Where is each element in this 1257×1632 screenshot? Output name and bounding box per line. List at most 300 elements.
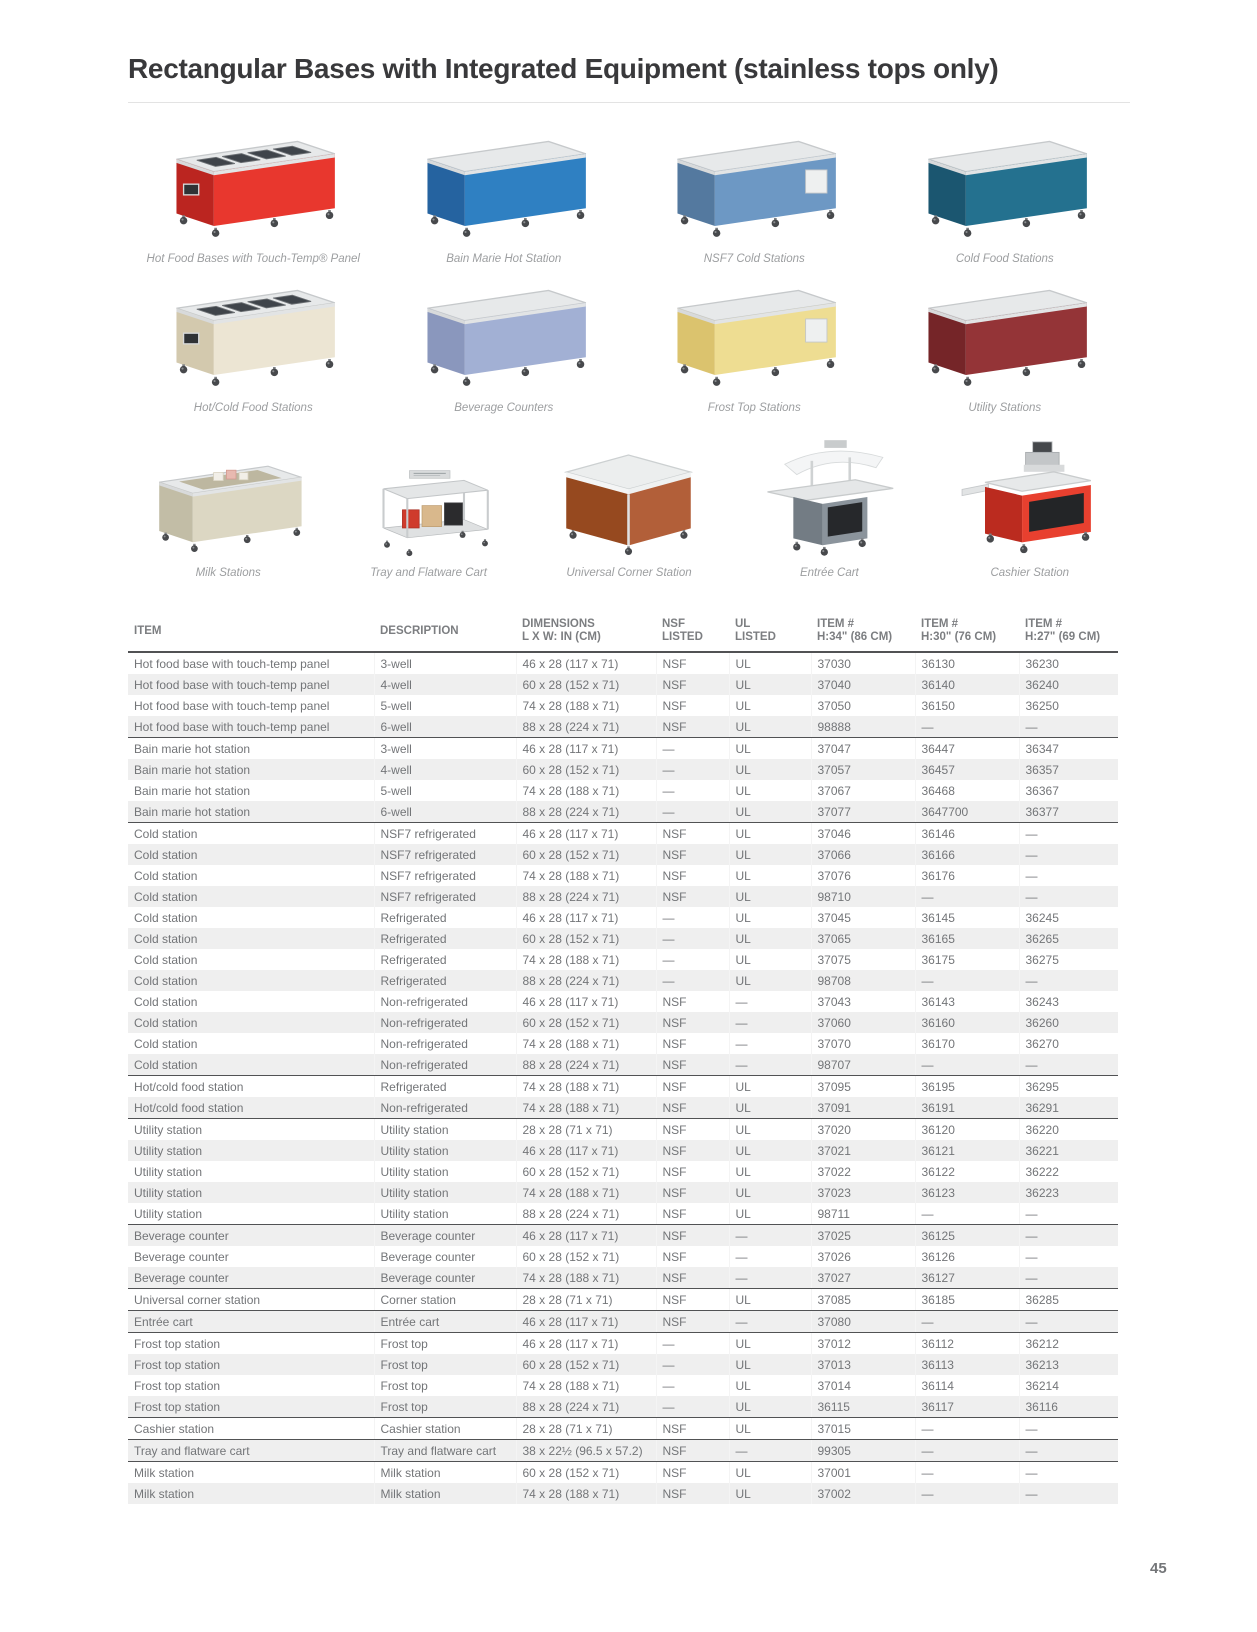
table-cell: NSF [656, 844, 729, 865]
column-header-line2: LISTED [735, 631, 776, 643]
table-cell: 37012 [811, 1333, 915, 1355]
table-row [128, 1440, 1118, 1462]
product-card [328, 431, 528, 580]
table-cell: 46 x 28 (117 x 71) [516, 1225, 656, 1247]
table-cell: — [656, 738, 729, 760]
table-cell: 37057 [811, 759, 915, 780]
table-cell: 60 x 28 (152 x 71) [516, 1354, 656, 1375]
table-cell: 37002 [811, 1483, 915, 1504]
table-cell: 36367 [1025, 783, 1059, 798]
product-caption: Hot/Cold Food Stations [193, 402, 313, 414]
table-cell: 36295 [1025, 1079, 1059, 1094]
table-cell: — [1025, 1249, 1038, 1264]
catalog-page [128, 0, 1130, 1504]
table-cell: 88 x 28 (224 x 71) [516, 970, 656, 991]
table-cell: 36243 [1025, 994, 1059, 1009]
table-cell: Non-refrigerated [374, 1033, 516, 1054]
table-cell: 98708 [811, 970, 915, 991]
table-cell: Corner station [374, 1289, 516, 1311]
table-cell: 88 x 28 (224 x 71) [516, 886, 656, 907]
table-cell: Frost top [374, 1396, 516, 1418]
product-caption: Frost Top Stations [707, 402, 801, 414]
table-cell: 88 x 28 (224 x 71) [516, 1054, 656, 1076]
table-row [128, 738, 1118, 760]
table-cell: NSF [656, 1267, 729, 1289]
table-cell: UL [729, 844, 811, 865]
table-cell: 4-well [374, 759, 516, 780]
page-number: 45 [1150, 1560, 1167, 1577]
table-cell: Beverage counter [374, 1225, 516, 1247]
table-cell: 36212 [1025, 1336, 1059, 1351]
table-cell: NSF [656, 1246, 729, 1267]
product-illustration-box [415, 280, 593, 392]
table-cell: — [915, 970, 1019, 991]
table-cell: 36250 [1025, 698, 1059, 713]
table-cell: Cold station [128, 1012, 374, 1033]
table-cell: 36291 [1019, 1097, 1118, 1119]
table-cell: 46 x 28 (117 x 71) [516, 1311, 656, 1333]
table-cell: — [729, 1225, 811, 1247]
table-cell: UL [729, 823, 811, 845]
product-caption: Milk Stations [195, 567, 261, 579]
product-caption: Universal Corner Station [566, 567, 692, 579]
table-cell: NSF [656, 1097, 729, 1119]
table-cell: 37066 [811, 844, 915, 865]
table-cell: — [729, 1033, 811, 1054]
table-cell: NSF [656, 1289, 729, 1311]
table-cell: UL [729, 1203, 811, 1225]
table-cell: — [1025, 973, 1038, 988]
table-cell: Non-refrigerated [374, 1012, 516, 1033]
column-header [729, 614, 811, 652]
table-cell: 36265 [1025, 931, 1059, 946]
table-cell: 74 x 28 (188 x 71) [516, 1033, 656, 1054]
table-row [128, 844, 1118, 865]
table-cell: Universal corner station [128, 1289, 374, 1311]
table-cell: Beverage counter [374, 1267, 516, 1289]
product-illustration-wells [164, 280, 342, 392]
table-cell: 36260 [1025, 1015, 1059, 1030]
table-cell: 36112 [915, 1333, 1019, 1355]
table-cell: Non-refrigerated [374, 1054, 516, 1076]
table-row [128, 1333, 1118, 1355]
product-illustration-register [955, 431, 1105, 557]
table-cell: 36214 [1025, 1378, 1059, 1393]
table-cell: NSF [656, 1054, 729, 1076]
table-cell: UL [729, 886, 811, 907]
table-cell: Bain marie hot station [128, 759, 374, 780]
table-row [128, 1012, 1118, 1033]
table-cell: 36170 [915, 1033, 1019, 1054]
table-row [128, 865, 1118, 886]
column-header [915, 614, 1019, 652]
table-cell: 36195 [915, 1076, 1019, 1098]
table-cell: 37095 [811, 1076, 915, 1098]
table-cell: 37043 [811, 991, 915, 1012]
table-cell: 46 x 28 (117 x 71) [516, 1333, 656, 1355]
table-cell: 36146 [915, 823, 1019, 845]
table-cell: 36220 [1025, 1122, 1059, 1137]
product-caption: Beverage Counters [454, 402, 554, 414]
table-cell: 38 x 22½ (96.5 x 57.2) [516, 1440, 656, 1462]
table-cell: — [915, 1462, 1019, 1484]
table-cell: 36447 [915, 738, 1019, 760]
table-cell: NSF [656, 1225, 729, 1247]
table-cell: — [656, 928, 729, 949]
table-cell: — [915, 1418, 1019, 1440]
table-cell: UL [729, 674, 811, 695]
table-cell: NSF [656, 823, 729, 845]
product-caption: Bain Marie Hot Station [446, 253, 562, 265]
table-cell: NSF [656, 674, 729, 695]
table-row [128, 1076, 1118, 1098]
table-row [128, 801, 1118, 823]
product-caption: Utility Stations [968, 402, 1042, 414]
spec-table [128, 614, 1118, 1504]
table-row [128, 1246, 1118, 1267]
table-cell: — [915, 1203, 1019, 1225]
table-cell: UL [729, 780, 811, 801]
product-illustration-shelf-cart [359, 431, 499, 557]
table-cell: 60 x 28 (152 x 71) [516, 1246, 656, 1267]
table-cell: 37091 [811, 1097, 915, 1119]
table-row [128, 823, 1118, 845]
table-cell: — [1019, 1418, 1118, 1440]
table-cell: — [656, 801, 729, 823]
table-cell: 88 x 28 (224 x 71) [516, 1396, 656, 1418]
table-cell: 37060 [811, 1012, 915, 1033]
table-cell: — [656, 1354, 729, 1375]
table-cell: 36176 [915, 865, 1019, 886]
table-cell: Cold station [128, 928, 374, 949]
table-cell: 74 x 28 (188 x 71) [516, 1375, 656, 1396]
table-cell: 37070 [811, 1033, 915, 1054]
table-cell: NSF [656, 1462, 729, 1484]
table-cell: 3647700 [915, 801, 1019, 823]
table-cell: Hot food base with touch-temp panel [128, 674, 374, 695]
table-cell: 36160 [915, 1012, 1019, 1033]
table-row [128, 907, 1118, 928]
table-cell: — [1019, 716, 1118, 738]
table-row [128, 1097, 1118, 1119]
table-cell: UL [729, 1119, 811, 1141]
table-row [128, 652, 1118, 674]
table-cell: 36185 [915, 1289, 1019, 1311]
product-card [930, 431, 1130, 580]
product-illustration-box [916, 280, 1094, 392]
table-cell: 98707 [811, 1054, 915, 1076]
column-header-line2: H:34" (86 CM) [817, 631, 893, 643]
table-cell: 36230 [1025, 656, 1059, 671]
table-cell: 60 x 28 (152 x 71) [516, 1012, 656, 1033]
table-cell: Beverage counter [128, 1246, 374, 1267]
table-cell: UL [729, 759, 811, 780]
product-caption: Cold Food Stations [955, 253, 1054, 265]
table-cell: 37014 [811, 1375, 915, 1396]
table-cell: Cold station [128, 844, 374, 865]
table-cell: 36130 [915, 652, 1019, 674]
table-cell: NSF [656, 1119, 729, 1141]
table-cell: Bain marie hot station [128, 801, 374, 823]
table-cell: — [729, 1054, 811, 1076]
table-cell: NSF [656, 1161, 729, 1182]
table-cell: 36245 [1025, 910, 1059, 925]
table-cell: UL [729, 738, 811, 760]
table-row [128, 1483, 1118, 1504]
table-cell: NSF7 refrigerated [374, 823, 516, 845]
table-cell: UL [729, 1140, 811, 1161]
table-cell: Refrigerated [374, 928, 516, 949]
table-cell: Entrée cart [374, 1311, 516, 1333]
table-cell: Entrée cart [128, 1311, 374, 1333]
table-cell: 88 x 28 (224 x 71) [516, 1203, 656, 1225]
table-cell: 6-well [374, 801, 516, 823]
product-illustration-canopy [752, 431, 907, 557]
table-cell: 36115 [811, 1396, 915, 1418]
table-cell: 37067 [811, 780, 915, 801]
table-cell: 36120 [915, 1119, 1019, 1141]
column-header [811, 614, 915, 652]
table-cell: — [656, 970, 729, 991]
product-illustration-box [415, 131, 593, 243]
table-cell: Utility station [128, 1161, 374, 1182]
table-cell: — [915, 1311, 1019, 1333]
table-cell: UL [729, 865, 811, 886]
table-cell: 36122 [915, 1161, 1019, 1182]
table-cell: 36125 [915, 1225, 1019, 1247]
table-cell: NSF [656, 886, 729, 907]
column-header-line1: DIMENSIONS [522, 618, 595, 630]
table-row [128, 780, 1118, 801]
table-cell: — [656, 949, 729, 970]
column-header [656, 614, 729, 652]
column-header [374, 614, 516, 652]
table-cell: 36114 [915, 1375, 1019, 1396]
table-cell: 36222 [1025, 1164, 1059, 1179]
table-cell: 46 x 28 (117 x 71) [516, 991, 656, 1012]
table-cell: NSF7 refrigerated [374, 865, 516, 886]
table-cell: 46 x 28 (117 x 71) [516, 823, 656, 845]
table-cell: Frost top station [128, 1396, 374, 1418]
table-cell: Frost top [374, 1354, 516, 1375]
table-cell: 36275 [1025, 952, 1059, 967]
product-card [880, 280, 1131, 415]
table-row [128, 1289, 1118, 1311]
table-cell: 36457 [915, 759, 1019, 780]
table-cell: — [656, 1333, 729, 1355]
table-cell: NSF [656, 1418, 729, 1440]
table-row [128, 949, 1118, 970]
table-cell: NSF [656, 1140, 729, 1161]
table-cell: — [729, 1311, 811, 1333]
table-cell: Refrigerated [374, 970, 516, 991]
table-cell: UL [729, 1182, 811, 1203]
table-cell: Non-refrigerated [374, 991, 516, 1012]
table-row [128, 695, 1118, 716]
column-header-line1: ITEM # [921, 618, 959, 630]
table-cell: 6-well [374, 716, 516, 738]
column-header-line1: DESCRIPTION [380, 624, 459, 637]
table-cell: 74 x 28 (188 x 71) [516, 1267, 656, 1289]
table-cell: — [915, 1483, 1019, 1504]
table-cell: Utility station [374, 1140, 516, 1161]
column-header-line2: H:30" (76 CM) [921, 631, 997, 643]
table-cell: 36377 [1019, 801, 1118, 823]
table-cell: 28 x 28 (71 x 71) [516, 1289, 656, 1311]
table-cell: Non-refrigerated [374, 1097, 516, 1119]
table-cell: 5-well [374, 695, 516, 716]
table-cell: 36113 [915, 1354, 1019, 1375]
table-cell: 37022 [811, 1161, 915, 1182]
table-cell: Utility station [374, 1161, 516, 1182]
table-cell: Hot/cold food station [128, 1076, 374, 1098]
table-cell: NSF [656, 716, 729, 738]
table-cell: 60 x 28 (152 x 71) [516, 759, 656, 780]
table-cell: UL [729, 1462, 811, 1484]
table-cell: — [1025, 889, 1038, 904]
table-cell: 37001 [811, 1462, 915, 1484]
table-cell: NSF7 refrigerated [374, 844, 516, 865]
column-header [1019, 614, 1118, 652]
table-cell: Cold station [128, 949, 374, 970]
table-cell: UL [729, 1097, 811, 1119]
table-cell: — [1025, 847, 1038, 862]
table-cell: 37065 [811, 928, 915, 949]
product-caption: Entrée Cart [799, 567, 859, 579]
product-row-1 [128, 131, 1130, 266]
table-cell: Refrigerated [374, 907, 516, 928]
product-card [128, 431, 328, 580]
table-cell: 3-well [374, 652, 516, 674]
product-card [629, 280, 880, 415]
table-cell: Bain marie hot station [128, 780, 374, 801]
table-cell: Cold station [128, 1054, 374, 1076]
table-cell: UL [729, 1289, 811, 1311]
table-cell: 98710 [811, 886, 915, 907]
table-cell: Bain marie hot station [128, 738, 374, 760]
table-header-row [128, 614, 1118, 652]
table-cell: Utility station [374, 1119, 516, 1141]
table-cell: 37027 [811, 1267, 915, 1289]
table-cell: 3-well [374, 738, 516, 760]
table-cell: 60 x 28 (152 x 71) [516, 674, 656, 695]
table-row [128, 1182, 1118, 1203]
title-divider [128, 102, 1130, 103]
table-cell: 37040 [811, 674, 915, 695]
table-cell: — [656, 907, 729, 928]
table-cell: 46 x 28 (117 x 71) [516, 738, 656, 760]
table-cell: 60 x 28 (152 x 71) [516, 1462, 656, 1484]
table-cell: Utility station [128, 1140, 374, 1161]
table-row [128, 1418, 1118, 1440]
table-row [128, 1462, 1118, 1484]
product-card [529, 431, 729, 580]
table-cell: 37076 [811, 865, 915, 886]
table-cell: Utility station [374, 1182, 516, 1203]
table-cell: — [729, 1012, 811, 1033]
table-cell: 60 x 28 (152 x 71) [516, 1161, 656, 1182]
table-cell: 37020 [811, 1119, 915, 1141]
table-cell: 36116 [1019, 1396, 1118, 1418]
table-cell: — [1025, 1228, 1038, 1243]
table-cell: 36223 [1025, 1185, 1059, 1200]
column-header-line2: LISTED [662, 631, 703, 643]
table-cell: Cashier station [374, 1418, 516, 1440]
table-cell: Hot food base with touch-temp panel [128, 716, 374, 738]
table-cell: — [1025, 1465, 1038, 1480]
table-cell: — [1019, 1311, 1118, 1333]
table-cell: Beverage counter [128, 1225, 374, 1247]
table-cell: Milk station [128, 1483, 374, 1504]
table-cell: 37080 [811, 1311, 915, 1333]
table-cell: 98711 [811, 1203, 915, 1225]
table-cell: 36285 [1019, 1289, 1118, 1311]
table-row [128, 759, 1118, 780]
table-cell: 60 x 28 (152 x 71) [516, 844, 656, 865]
product-card [379, 280, 630, 415]
table-cell: 37046 [811, 823, 915, 845]
table-cell: 36240 [1025, 677, 1059, 692]
table-row [128, 674, 1118, 695]
table-cell: — [729, 1267, 811, 1289]
table-cell: — [1025, 826, 1038, 841]
table-cell: Beverage counter [374, 1246, 516, 1267]
table-cell: Frost top station [128, 1333, 374, 1355]
table-row [128, 1140, 1118, 1161]
table-cell: 37030 [811, 652, 915, 674]
table-cell: Hot food base with touch-temp panel [128, 652, 374, 674]
table-cell: Utility station [128, 1119, 374, 1141]
table-cell: UL [729, 970, 811, 991]
table-cell: 88 x 28 (224 x 71) [516, 716, 656, 738]
table-cell: Cold station [128, 970, 374, 991]
table-cell: Beverage counter [128, 1267, 374, 1289]
table-cell: 5-well [374, 780, 516, 801]
table-cell: NSF [656, 1012, 729, 1033]
table-cell: UL [729, 652, 811, 674]
table-cell: 37021 [811, 1140, 915, 1161]
table-row [128, 991, 1118, 1012]
table-row [128, 1033, 1118, 1054]
table-cell: 36127 [915, 1267, 1019, 1289]
table-cell: 37085 [811, 1289, 915, 1311]
table-cell: — [656, 1375, 729, 1396]
table-cell: — [915, 886, 1019, 907]
table-cell: UL [729, 949, 811, 970]
table-cell: 37013 [811, 1354, 915, 1375]
table-cell: 74 x 28 (188 x 71) [516, 1483, 656, 1504]
product-card [729, 431, 929, 580]
table-cell: 36166 [915, 844, 1019, 865]
table-row [128, 1161, 1118, 1182]
table-cell: Milk station [374, 1462, 516, 1484]
table-cell: UL [729, 1333, 811, 1355]
product-row-2 [128, 280, 1130, 415]
table-cell: UL [729, 716, 811, 738]
table-cell: 36221 [1025, 1143, 1059, 1158]
table-cell: 37015 [811, 1418, 915, 1440]
table-cell: NSF [656, 1076, 729, 1098]
product-illustration-wells [164, 131, 342, 243]
table-cell: 99305 [811, 1440, 915, 1462]
table-cell: — [729, 1246, 811, 1267]
table-row [128, 1267, 1118, 1289]
table-cell: Cold station [128, 886, 374, 907]
table-row [128, 886, 1118, 907]
table-cell: 88 x 28 (224 x 71) [516, 801, 656, 823]
table-cell: 74 x 28 (188 x 71) [516, 695, 656, 716]
table-cell: NSF [656, 652, 729, 674]
